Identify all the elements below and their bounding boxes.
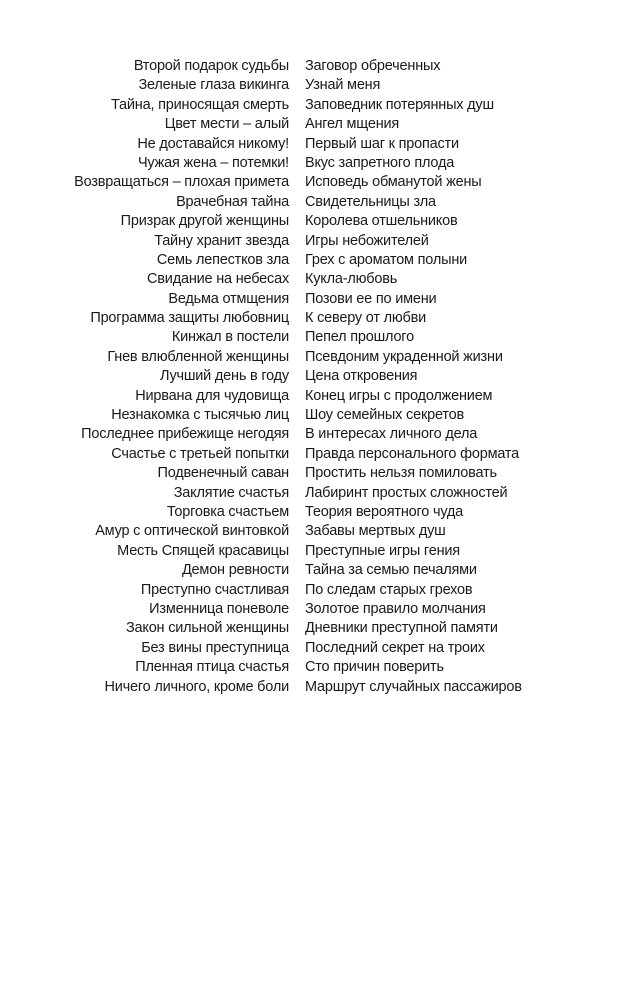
title-row	[0, 581, 625, 600]
title-right: Заповедник потерянных душ	[305, 96, 494, 113]
title-row	[0, 503, 625, 522]
title-left: Последнее прибежище негодяя	[81, 426, 289, 443]
title-left: Нирвана для чудовища	[135, 387, 289, 404]
title-row	[0, 639, 625, 658]
title-right: Кукла-любовь	[305, 271, 398, 288]
title-left: Заклятие счастья	[173, 484, 289, 501]
title-right: Грех с ароматом полыни	[305, 251, 468, 268]
title-right: Сто причин поверить	[305, 659, 444, 676]
title-row	[0, 348, 625, 367]
title-row	[0, 173, 625, 192]
title-row	[0, 328, 625, 347]
title-right: Дневники преступной памяти	[305, 620, 498, 637]
title-row	[0, 270, 625, 289]
title-left: Ведьма отмщения	[168, 290, 289, 307]
title-right: Забавы мертвых душ	[305, 523, 446, 540]
title-row	[0, 387, 625, 406]
title-right: Королева отшельников	[305, 213, 458, 230]
title-right: Позови ее по имени	[305, 290, 437, 307]
title-row	[0, 193, 625, 212]
title-right: Первый шаг к пропасти	[305, 135, 459, 152]
title-left: Гнев влюбленной женщины	[107, 348, 289, 365]
title-right: Исповедь обманутой жены	[305, 174, 482, 191]
book-title-list	[0, 57, 625, 697]
title-right: Преступные игры гения	[305, 542, 460, 559]
title-row	[0, 464, 625, 483]
title-right: Правда персонального формата	[305, 445, 520, 462]
title-right: Золотое правило молчания	[305, 600, 486, 617]
title-right: Шоу семейных секретов	[305, 407, 464, 424]
title-right: Лабиринт простых сложностей	[305, 484, 508, 501]
title-row	[0, 96, 625, 115]
title-row	[0, 658, 625, 677]
title-row	[0, 154, 625, 173]
title-left: Лучший день в году	[159, 368, 289, 385]
title-left: Семь лепестков зла	[156, 251, 289, 268]
title-right: Цена откровения	[305, 368, 418, 385]
title-right: Маршрут случайных пассажиров	[305, 678, 522, 695]
title-left: Кинжал в постели	[171, 329, 289, 346]
title-left: Торговка счастьем	[166, 503, 289, 520]
title-row	[0, 135, 625, 154]
title-right: Конец игры с продолжением	[305, 387, 493, 404]
title-left: Амур с оптической винтовкой	[95, 523, 289, 540]
title-left: Счастье с третьей попытки	[111, 445, 289, 462]
title-left: Призрак другой женщины	[120, 213, 289, 230]
title-right: Последний секрет на троих	[305, 639, 485, 656]
title-right: Узнай меня	[305, 77, 381, 94]
title-row	[0, 76, 625, 95]
title-left: Зеленые глаза викинга	[138, 77, 289, 94]
title-row	[0, 484, 625, 503]
title-row	[0, 425, 625, 444]
title-left: Программа защиты любовниц	[90, 310, 289, 327]
title-row	[0, 561, 625, 580]
title-left: Чужая жена – потемки!	[137, 154, 289, 171]
title-left: Ничего личного, кроме боли	[104, 678, 289, 695]
title-right: Ангел мщения	[305, 116, 400, 133]
title-right: Псевдоним украденной жизни	[305, 348, 503, 365]
title-right: В интересах личного дела	[305, 426, 478, 443]
title-right: По следам старых грехов	[305, 581, 473, 598]
title-left: Тайну хранит звезда	[154, 232, 289, 249]
title-row	[0, 232, 625, 251]
title-left: Тайна, приносящая смерть	[111, 96, 289, 113]
title-left: Изменница поневоле	[149, 600, 289, 617]
title-right: Теория вероятного чуда	[305, 503, 464, 520]
title-left: Цвет мести – алый	[164, 116, 289, 133]
title-left: Возвращаться – плохая примета	[74, 174, 289, 191]
title-row	[0, 212, 625, 231]
title-row	[0, 600, 625, 619]
title-right: К северу от любви	[305, 310, 427, 327]
title-right: Пепел прошлого	[305, 329, 414, 346]
title-row	[0, 619, 625, 638]
title-row	[0, 367, 625, 386]
title-left: Подвенечный саван	[157, 465, 289, 482]
title-row	[0, 115, 625, 134]
title-row	[0, 522, 625, 541]
title-row	[0, 251, 625, 270]
title-row	[0, 290, 625, 309]
title-right: Тайна за семью печалями	[305, 562, 477, 579]
title-right: Простить нельзя помиловать	[305, 465, 497, 482]
title-right: Вкус запретного плода	[305, 154, 455, 171]
title-row	[0, 57, 625, 76]
title-left: Преступно счастливая	[140, 581, 289, 598]
title-left: Свидание на небесах	[147, 271, 289, 288]
title-right: Игры небожителей	[305, 232, 429, 249]
title-row	[0, 309, 625, 328]
title-left: Месть Спящей красавицы	[117, 542, 289, 559]
title-left: Второй подарок судьбы	[133, 58, 289, 74]
title-row	[0, 445, 625, 464]
title-left: Закон сильной женщины	[125, 620, 289, 637]
title-row	[0, 542, 625, 561]
title-right: Заговор обреченных	[305, 58, 441, 74]
title-left: Врачебная тайна	[176, 193, 289, 210]
title-row	[0, 678, 625, 697]
title-right: Свидетельницы зла	[305, 193, 436, 210]
title-left: Пленная птица счастья	[135, 659, 289, 676]
title-row	[0, 406, 625, 425]
title-left: Незнакомка с тысячью лиц	[111, 407, 289, 424]
title-left: Демон ревности	[181, 562, 289, 579]
title-left: Не доставайся никому!	[137, 135, 289, 152]
title-left: Без вины преступница	[141, 639, 289, 656]
